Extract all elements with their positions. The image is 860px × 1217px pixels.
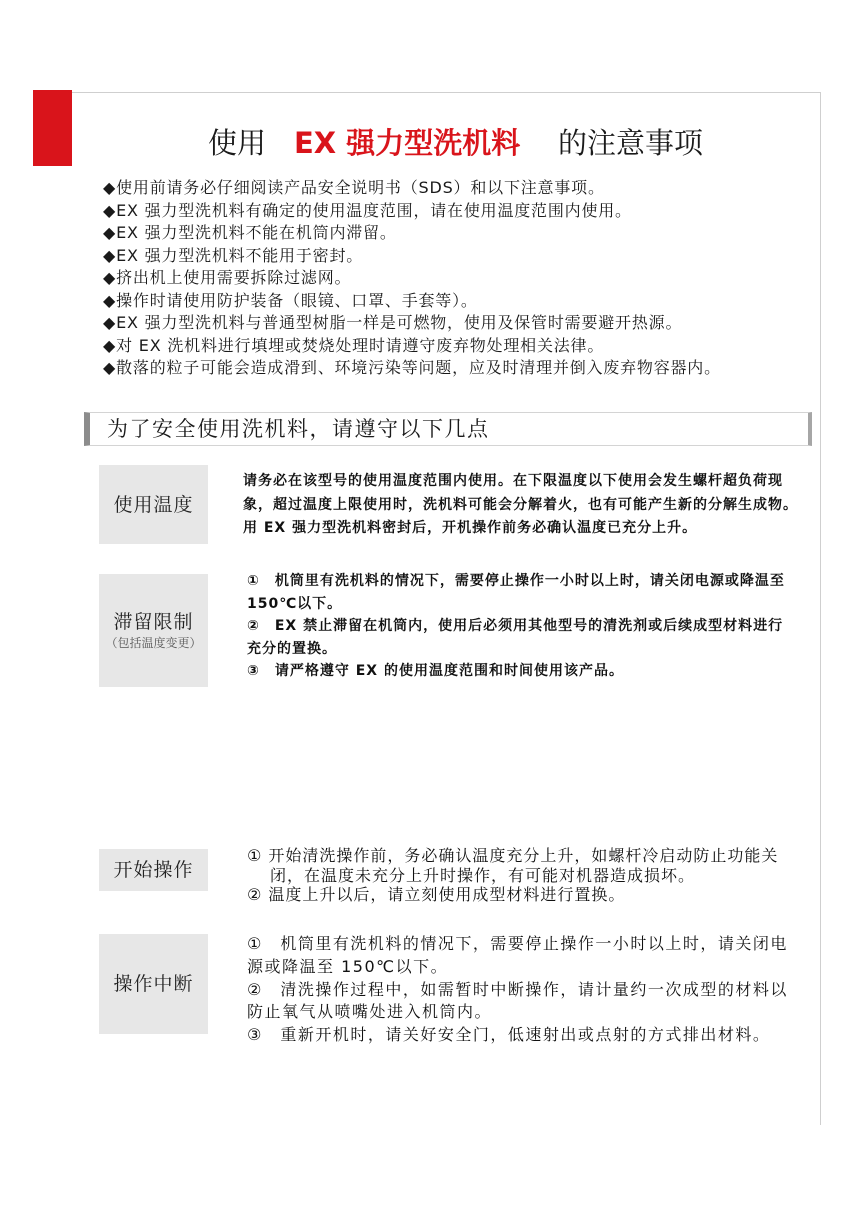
rule-line: ① 机筒里有洗机料的情况下，需要停止操作一小时以上时，请关闭电 xyxy=(247,934,788,953)
section-header-bar xyxy=(84,412,812,446)
rule-description-start-operation xyxy=(247,846,778,905)
rule-line: ① 机筒里有洗机料的情况下，需要停止操作一小时以上时，请关闭电源或降温至 xyxy=(247,573,785,589)
list-item: ◆对 EX 洗机料进行填埋或焚烧处理时请遵守废弃物处理相关法律。 xyxy=(103,335,605,355)
rule-description-operation-interruption xyxy=(247,933,788,1047)
list-item: ◆EX 强力型洗机料有确定的使用温度范围，请在使用温度范围内使用。 xyxy=(103,200,632,220)
list-item: ◆EX 强力型洗机料不能用于密封。 xyxy=(103,245,364,265)
list-item: ◆EX 强力型洗机料与普通型树脂一样是可燃物，使用及保管时需要避开热源。 xyxy=(103,313,683,332)
list-item: ◆操作时请使用防护装备（眼镜、口罩、手套等）。 xyxy=(103,290,478,310)
rule-line: 用 EX 强力型洗机料密封后，开机操作前务必确认温度已充分上升。 xyxy=(243,520,698,536)
rule-label-text: 开始操作 xyxy=(113,859,194,881)
red-accent-block xyxy=(33,90,72,166)
rule-line: ② EX 禁止滞留在机筒内，使用后必须用其他型号的清洗剂或后续成型材料进行 xyxy=(247,618,784,634)
rule-line: 象，超过温度上限使用时，洗机料可能会分解着火，也有可能产生新的分解生成物。 xyxy=(243,496,798,513)
rule-line: ② 清洗操作过程中，如需暂时中断操作，请计量约一次成型的材料以 xyxy=(247,979,788,999)
rule-label-usage-temperature xyxy=(99,465,208,544)
rule-label-start-operation xyxy=(99,849,208,891)
list-item: ◆挤出机上使用需要拆除过滤网。 xyxy=(103,268,352,287)
list-item: ◆散落的粒子可能会造成滑到、环境污染等问题，应及时清理并倒入废弃物容器内。 xyxy=(103,358,721,377)
rule-line: 150℃以下。 xyxy=(247,595,343,612)
rule-line: 源或降温至 150℃以下。 xyxy=(247,956,449,976)
page-frame-right-line xyxy=(820,92,821,1125)
rule-line: 请务必在该型号的使用温度范围内使用。在下限温度以下使用会发生螺杆超负荷现 xyxy=(243,473,783,489)
rule-line: ③ 请严格遵守 EX 的使用温度范围和时间使用该产品。 xyxy=(247,663,624,679)
title-suffix: 的注意事项 xyxy=(558,126,704,160)
rule-line: ② 温度上升以后，请立刻使用成型材料进行置换。 xyxy=(247,885,626,904)
list-item: ◆EX 强力型洗机料不能在机筒内滞留。 xyxy=(103,223,397,242)
rule-label-text: 使用温度 xyxy=(113,493,194,516)
rule-line: ① 开始清洗操作前，务必确认温度充分上升，如螺杆冷启动防止功能关 xyxy=(247,846,779,865)
rule-line: 闭，在温度未充分上升时操作，有可能对机器造成损坏。 xyxy=(270,865,696,885)
title-product-name: EX 强力型洗机料 xyxy=(294,126,521,160)
rule-label-operation-interruption xyxy=(99,934,208,1034)
section-header-text: 为了安全使用洗机料，请遵守以下几点 xyxy=(107,417,490,441)
rule-sublabel-text: （包括温度变更） xyxy=(105,635,202,650)
page-frame-top-line xyxy=(72,92,820,93)
title-prefix: 使用 xyxy=(208,126,267,160)
rule-line: 防止氧气从喷嘴处进入机筒内。 xyxy=(247,1002,493,1022)
list-item: ◆使用前请务必仔细阅读产品安全说明书（SDS）和以下注意事项。 xyxy=(103,178,605,197)
precaution-list xyxy=(103,177,813,380)
rule-label-retention-limit xyxy=(99,574,208,687)
rule-label-text: 滞留限制 xyxy=(113,610,194,633)
rule-line: ③ 重新开机时，请关好安全门，低速射出或点射的方式排出材料。 xyxy=(247,1025,771,1045)
rule-label-text: 操作中断 xyxy=(113,973,194,995)
rule-description-usage-temperature xyxy=(243,470,798,541)
rule-description-retention-limit xyxy=(247,570,785,683)
rule-line: 充分的置换。 xyxy=(247,640,337,657)
